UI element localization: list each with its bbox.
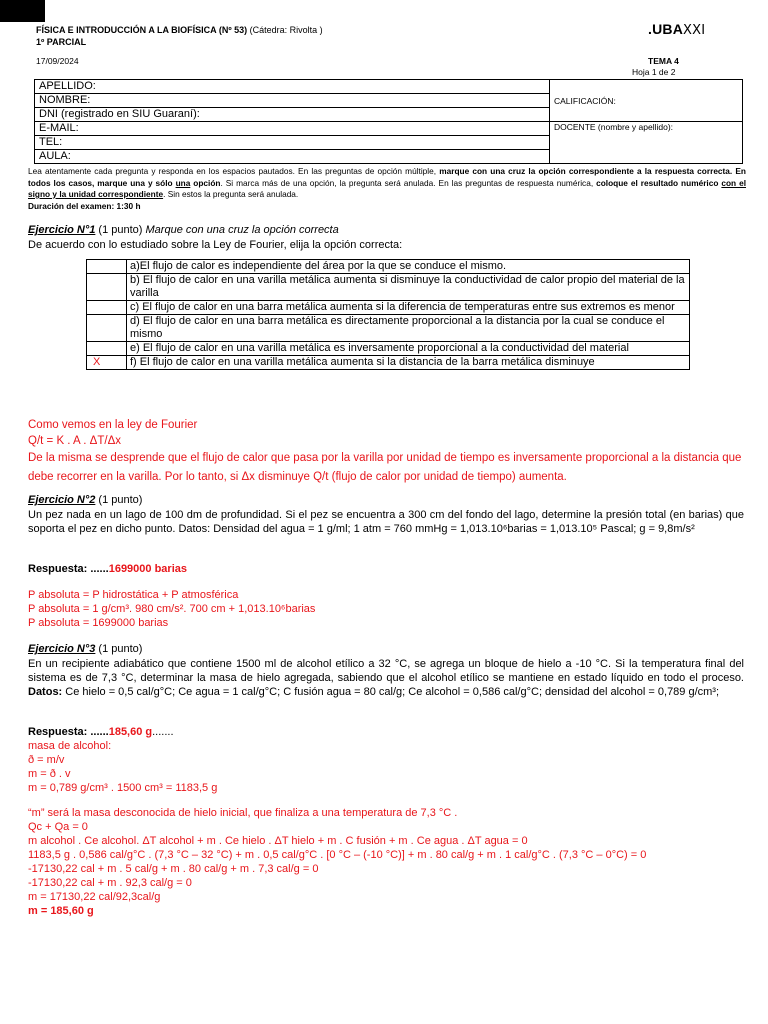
option-row[interactable] [87, 260, 690, 274]
course-title: FÍSICA E INTRODUCCIÓN A LA BIOFÍSICA (Nº 53) [36, 25, 248, 35]
option-text: f) El flujo de calor en una varilla metálica aumenta si la distancia de la barra metálica disminuye [127, 356, 690, 370]
option-row[interactable] [87, 342, 690, 356]
option-mark[interactable] [87, 274, 127, 301]
calificacion-field[interactable]: CALIFICACIÓN: [550, 80, 743, 122]
ex2-title: Ejercicio N°2 (1 punto) [28, 494, 143, 506]
apellido-field[interactable]: APELLIDO: [35, 80, 550, 94]
parcial-label: 1º PARCIAL [36, 37, 87, 47]
ex3-solution-mass: masa de alcohol: ð = m/v m = ð . v m = 0,789 g/cm³ . 1500 cm³ = 1183,5 g [28, 740, 218, 794]
option-row[interactable] [87, 301, 690, 315]
ex3-final-result: m = 185,60 g [28, 905, 94, 917]
option-mark[interactable] [87, 342, 127, 356]
ex2-answer: Respuesta: ......1699000 barias [28, 563, 187, 575]
ex2-solution: P absoluta = P hidrostática + P atmosférica P absoluta = 1 g/cm³. 980 cm/s². 700 cm + 1,013.10⁶barias P absoluta = 1699000 barias [28, 589, 316, 629]
option-mark[interactable] [87, 301, 127, 315]
exam-date: 17/09/2024 [36, 56, 79, 66]
uba-xxi-logo: .UBAXXI [648, 21, 706, 38]
ex1-solution: Como vemos en la ley de Fourier Q/t = K . A . ΔT/Δx De la misma se desprende que el flujo de calor que pasa por la varilla por unidad de tiempo es inversamente proporcional a la distancia que debe recorrer en la varilla. Por lo tanto, si Δx disminuye Q/t (flujo de calor por unidad de tiempo) aumenta. [28, 419, 742, 483]
ex1-options-table [86, 259, 690, 370]
option-row[interactable] [87, 274, 690, 301]
email-field[interactable]: E-MAIL: [35, 122, 550, 136]
instructions: Lea atentamente cada pregunta y responda en los espacios pautados. En las preguntas de opción múltiple, marque con una cruz la opción correspondiente a la respuesta correcta. En todos los casos, marque una y sólo una opción. Si marca más de una opción, la pregunta será anulada. En las preguntas de respuesta numérica, coloque el resultado numérico con el signo y la unidad correspondiente. Sin estos la pregunta será anulada. [28, 166, 747, 199]
catedra: (Cátedra: Rivolta ) [249, 25, 323, 35]
option-text: a)El flujo de calor es independiente del área por la que se conduce el mismo. [127, 260, 690, 274]
option-mark[interactable] [87, 260, 127, 274]
ex3-question: En un recipiente adiabático que contiene 1500 ml de alcohol etílico a 32 °C, se agrega un bloque de hielo a -10 °C. Si la temperatura final del sistema es de 7,3 °C, determinar la masa de hielo agregada, sabiendo que el alcohol etílico se mantiene en estado líquido en todo el proceso. Datos: Ce hielo = 0,5 cal/g°C; Ce agua = 1 cal/g°C; C fusión agua = 80 cal/g; Ce alcohol = 0,586 cal/g°C; densidad del alcohol = 0,789 g/cm³; [28, 658, 744, 698]
option-text: d) El flujo de calor en una barra metálica es directamente proporcional a la distancia por la cual se conduce el mismo [127, 315, 690, 342]
ex3-answer: Respuesta: ......185,60 g....... [28, 726, 174, 738]
aula-field[interactable]: AULA: [35, 150, 550, 164]
dni-field[interactable]: DNI (registrado en SIU Guaraní): [35, 108, 550, 122]
tel-field[interactable]: TEL: [35, 136, 550, 150]
option-mark-selected[interactable]: X [87, 356, 127, 370]
page-indicator: Hoja 1 de 2 [632, 67, 676, 77]
ex3-solution-heat: “m” será la masa desconocida de hielo inicial, que finaliza a una temperatura de 7,3 °C . Qc + Qa = 0 m alcohol . Ce alcohol. ΔT alcohol + m . Ce hielo . ΔT hielo + m . C fusión + m . Ce agua . ΔT agua = 0 1183,5 g . 0,586 cal/g°C . (7,3 °C – 32 °C) + m . 0,5 cal/g°C . [0 °C – (-10 °C)] + m . 80 cal/g + m . 1 cal/g°C . (7,3 °C – 0°C) = 0 -17130,22 cal + m . 5 cal/g + m . 80 cal/g + m . 7,3 cal/g = 0 -17130,22 cal + m . 92,3 cal/g = 0 m = 17130,22 cal/92,3cal/g m = 185,60 g [28, 807, 647, 917]
student-info-table [34, 79, 743, 164]
tema-label: TEMA 4 [648, 56, 679, 66]
docente-field[interactable]: DOCENTE (nombre y apellido): [550, 122, 743, 164]
option-row[interactable] [87, 315, 690, 342]
ex1-title: Ejercicio N°1 (1 punto) Marque con una cruz la opción correcta [28, 224, 339, 236]
exam-duration: Duración del examen: 1:30 h [28, 201, 141, 211]
course-header [36, 24, 323, 48]
option-row[interactable] [87, 356, 690, 370]
nombre-field[interactable]: NOMBRE: [35, 94, 550, 108]
ex1-question: De acuerdo con lo estudiado sobre la Ley de Fourier, elija la opción correcta: [28, 239, 403, 251]
option-mark[interactable] [87, 315, 127, 342]
option-text: e) El flujo de calor en una varilla metálica es inversamente proporcional a la conductividad del material [127, 342, 690, 356]
ex3-title: Ejercicio N°3 (1 punto) [28, 643, 143, 655]
option-text: b) El flujo de calor en una varilla metálica aumenta si disminuye la conductividad de calor propio del material de la varilla [127, 274, 690, 301]
option-text: c) El flujo de calor en una barra metálica aumenta si la diferencia de temperaturas entre sus extremos es menor [127, 301, 690, 315]
header-black-tab [0, 0, 45, 22]
ex2-question: Un pez nada en un lago de 100 dm de profundidad. Si el pez se encuentra a 300 cm del fondo del lago, determine la presión total (en barias) que soporta el pez en dicho punto. Datos: Densidad del agua = 1 g/ml; 1 atm = 760 mmHg = 1,013.10⁶barias = 1,013.10⁵ Pascal; g = 9,8m/s² [28, 509, 744, 535]
